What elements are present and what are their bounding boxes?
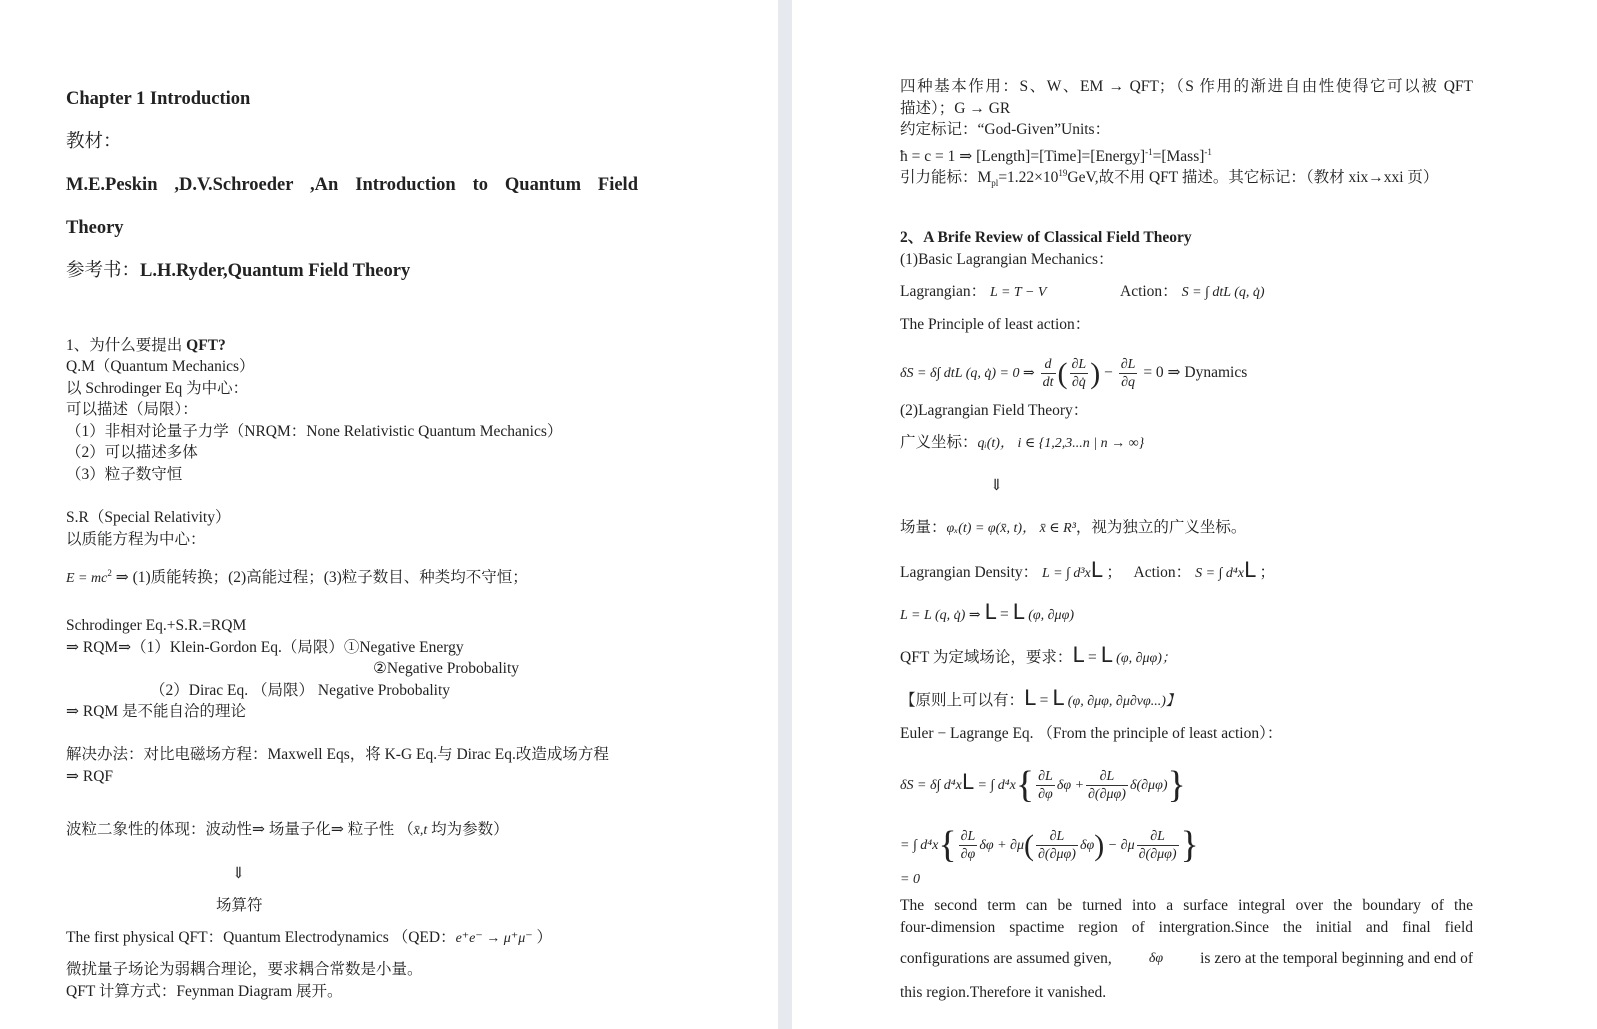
script-l: L: [1090, 558, 1103, 582]
euler-lagrange-derivation-1: δS = δ∫ d⁴xL = ∫ d⁴x{ $\frac{\partial L}{\partial\varphi}$ δφ + $\frac{\partial L}{\partial(\partial\mu\varphi)}$ δ(∂μφ)}: [900, 764, 1186, 807]
solution-line: 解决办法：对比电磁场方程：Maxwell Eqs，将 K-G Eq.与 Dirac Eq.改造成场方程: [66, 746, 609, 763]
dL-ddphi-fraction-3: $\frac{\partial L}{\partial(\partial\mu\varphi)}$: [1138, 829, 1177, 862]
lagrangian-dependence: L = L (q, q̇) ⇒ L = L (φ, ∂μφ): [900, 600, 1074, 624]
qm-item-2: （2）可以描述多体: [66, 444, 198, 461]
euler-lagrange-heading: Euler − Lagrange Eq. （From the principle of least action）：: [900, 725, 1283, 742]
dL-dq-fraction: $\frac{\partial L}{\partial q}$: [1120, 357, 1136, 390]
section-bold: QFT?: [186, 337, 226, 354]
exp-1: -1: [1145, 147, 1153, 157]
lagrangian-density-line: [900, 558, 1276, 584]
lagrangian-line: [900, 282, 1046, 303]
qm-center: 以 Schrodinger Eq 为中心：: [66, 380, 249, 397]
planck-exp: 19: [1058, 168, 1068, 178]
qft-local-text: QFT 为定域场论，要求：: [900, 649, 1073, 666]
textbook-label: 教材：: [66, 132, 122, 152]
qm-line: Q.M（Quantum Mechanics）: [66, 358, 255, 375]
qm-can-describe: 可以描述（局限）：: [66, 401, 198, 418]
el-integral-2: = ∫ d⁴x: [900, 838, 939, 854]
wave-particle-duality: [66, 820, 509, 841]
lag-density-label: Lagrangian Density：: [900, 564, 1039, 581]
action-line: [1120, 282, 1265, 303]
down-arrow: ⇓: [232, 865, 245, 882]
dL-dqdot-fraction: $\frac{\partial L}{\partial q̇}$: [1071, 357, 1087, 390]
textbook-reference-cont: Theory: [66, 218, 124, 238]
klein-gordon-line: ⇒ RQM⇒（1）Klein-Gordon Eq.（局限）①Negative Energy: [66, 639, 464, 656]
surface-term-3b: is zero at the temporal beginning and end of: [1200, 950, 1473, 967]
lag-density-eq: L = ∫ d³x: [1042, 566, 1091, 581]
field-quantity: [900, 518, 1246, 539]
qft-locality: QFT 为定域场论，要求：L = L (φ, ∂μφ)；: [900, 643, 1176, 667]
script-l: L: [1024, 686, 1036, 710]
el-integral: = ∫ d⁴x: [977, 778, 1016, 794]
field-label: 场量：: [900, 519, 947, 536]
d-dt-fraction: $\frac{d}{dt}$: [1042, 357, 1054, 390]
four-interactions-cont: 描述）；G → GR: [900, 100, 1011, 117]
semicolon: ；: [1259, 564, 1276, 581]
exp-2: -1: [1204, 147, 1212, 157]
qft-calc-line: QFT 计算方式：Feynman Diagram 展开。: [66, 983, 343, 1000]
script-l: L: [1243, 558, 1256, 582]
first-qft-line: [66, 928, 552, 949]
dynamics-end: = 0 ⇒ Dynamics: [1143, 364, 1248, 382]
l-dep-eq: L = L (q, q̇) ⇒: [900, 608, 981, 623]
reference-title: L.H.Ryder,Quantum Field Theory: [140, 261, 411, 281]
variation-eq: δS = δ∫ dtL (q, q̇) = 0 ⇒: [900, 366, 1035, 382]
page-gutter: [778, 0, 792, 1029]
section-1-heading: [66, 336, 226, 356]
principle-open: 【原则上可以有：: [900, 692, 1025, 709]
semicolon: ；: [1106, 564, 1122, 581]
section-number: 1、为什么要提出: [66, 337, 187, 354]
field-end: ，视为独立的广义坐标。: [1075, 519, 1247, 536]
negative-probability-kg: ②Negative Probobality: [373, 660, 520, 677]
duality-vars: x̄,t: [413, 823, 428, 838]
planck-note: GeV,故不用 QFT 描述。其它标记：（教材 xix→xxi 页）: [1067, 169, 1439, 186]
down-arrow-right: ⇓: [990, 477, 1003, 494]
duality-end: 均为参数）: [427, 821, 509, 838]
duality-text: 波粒二象性的体现：波动性⇒ 场量子化⇒ 粒子性 （: [66, 821, 414, 838]
sr-line: S.R（Special Relativity）: [66, 509, 231, 526]
emc-exponent: 2: [107, 568, 112, 578]
rqm-conclusion: ⇒ RQM 是不能自洽的理论: [66, 703, 247, 720]
textbook-reference: M.E.Peskin ,D.V.Schroeder ,An Introduction to Quantum Field: [66, 175, 638, 195]
action2-label: Action：: [1133, 564, 1192, 581]
dL-ddphi-fraction: $\frac{\partial L}{\partial(\partial\mu\varphi)}$: [1088, 769, 1126, 802]
generalized-coordinates: [900, 433, 1144, 454]
first-qft-end: ）: [532, 929, 553, 946]
qft-local-args: (φ, ∂μφ)；: [1116, 651, 1176, 666]
field-operator: 场算符: [216, 897, 263, 914]
surface-term-3a: configurations are assumed given,: [900, 950, 1112, 967]
surface-term-line-3: [900, 949, 1473, 969]
script-l: L: [961, 770, 974, 795]
lagrangian-field-theory: (2)Lagrangian Field Theory：: [900, 402, 1089, 419]
principle-args: (φ, ∂μφ, ∂μ∂νφ...)】: [1067, 694, 1180, 709]
planck-label: 引力能标：M: [900, 169, 992, 186]
first-qft-text: The first physical QFT：Quantum Electrodynamics （QED：: [66, 929, 456, 946]
action2-eq: S = ∫ d⁴x: [1195, 566, 1244, 581]
euler-lagrange-mechanics: δS = δ∫ dtL (q, q̇) = 0 ⇒ $\frac{d}{dt}$ ( $\frac{\partial L}{\partial q̇}$ ) − $\frac{\partial L}{\partial q}$ = 0 ⇒ Dynamics: [900, 357, 1248, 391]
dirac-line: （2）Dirac Eq. （局限） Negative Probobality: [150, 682, 451, 699]
document-page-right: [792, 0, 1597, 1029]
planck-sub: pl: [991, 178, 999, 188]
basic-lagrangian-mechanics: (1)Basic Lagrangian Mechanics：: [900, 251, 1114, 268]
reference-label: 参考书：: [66, 261, 141, 281]
planck-value: =1.22×10: [998, 169, 1059, 186]
perturbation-line: 微扰量子场论为弱耦合理论，要求耦合常数是小量。: [66, 961, 423, 978]
reference-book: [66, 259, 410, 283]
section-2-heading: 2、A Brife Review of Classical Field Theory: [900, 229, 1192, 246]
emc-consequences: ⇒ (1)质能转换；(2)高能过程；(3)粒子数目、种类均不守恒；: [111, 569, 528, 586]
script-l: L: [1012, 600, 1025, 624]
natural-units-eq: ħ = c = 1 ⇒ [Length]=[Time]=[Energy]: [900, 148, 1146, 165]
action-label: Action：: [1120, 283, 1178, 300]
l-dep-args: (φ, ∂μφ): [1028, 608, 1074, 623]
surface-term-line-2: four-dimension spactime region of intergration.Since the initial and final field: [900, 919, 1473, 936]
gen-coord-label: 广义坐标：: [900, 434, 978, 451]
qed-process: e⁺e⁻ → μ⁺μ⁻: [455, 931, 533, 946]
delta-phi: δφ: [1148, 951, 1164, 966]
field-eq: φₓ(t) = φ(x̄, t)， x̄ ∈ R³: [946, 521, 1076, 536]
qm-item-3: （3）粒子数守恒: [66, 466, 183, 483]
emc-equation: E = mc: [66, 571, 108, 586]
planck-scale: [900, 163, 1438, 193]
qm-item-1: （1）非相对论量子力学（NRQM：None Relativistic Quantum Mechanics）: [66, 423, 563, 440]
dL-dphi-fraction-2: $\frac{\partial L}{\partial\varphi}$: [960, 829, 976, 862]
surface-term-line-4: this region.Therefore it vanished.: [900, 984, 1107, 1001]
euler-lagrange-derivation-2: = ∫ d⁴x{ $\frac{\partial L}{\partial\varphi}$ δφ + ∂μ( $\frac{\partial L}{\partial(\partial\mu\varphi)}$ δφ) − ∂μ $\frac{\partial L}{\partial(\partial\mu\varphi)}$ }: [900, 824, 1199, 867]
script-l: L: [1072, 643, 1085, 667]
surface-term-line-1: The second term can be turned into a surface integral over the boundary of the: [900, 897, 1473, 914]
units-line: 约定标记：“God-Given”Units：: [900, 121, 1111, 138]
action-eq: S = ∫ dtL (q, q̇): [1181, 285, 1265, 300]
dL-ddphi-fraction-2: $\frac{\partial L}{\partial(\partial\mu\varphi)}$: [1038, 829, 1076, 862]
gen-coord-eq: qᵢ(t)， i ∈ {1,2,3...n | n → ∞}: [977, 436, 1145, 451]
el-variation: δS = δ∫ d⁴x: [900, 778, 962, 794]
rqf-line: ⇒ RQF: [66, 768, 114, 785]
lagrangian-label: Lagrangian：: [900, 283, 987, 300]
euler-lagrange-zero: = 0: [900, 872, 920, 887]
mass-energy-line: [66, 563, 528, 589]
document-page-left: [0, 0, 778, 1029]
principle-note: 【原则上可以有：L = L (φ, ∂μφ, ∂μ∂νφ...)】: [900, 686, 1180, 710]
lagrangian-eq: L = T − V: [989, 285, 1047, 300]
script-l: L: [1100, 643, 1113, 667]
mass-unit: =[Mass]: [1152, 148, 1205, 165]
chapter-title: Chapter 1 Introduction: [66, 89, 251, 109]
four-interactions: 四种基本作用：S、W、EM → QFT；（S 作用的渐进自由性使得它可以被 QFT: [900, 78, 1473, 95]
sr-center: 以质能方程为中心：: [66, 531, 206, 548]
least-action: The Principle of least action：: [900, 316, 1091, 333]
rqm-line: Schrodinger Eq.+S.R.=RQM: [66, 617, 247, 634]
dL-dphi-fraction: $\frac{\partial L}{\partial\varphi}$: [1038, 769, 1053, 802]
script-l: L: [984, 600, 997, 624]
script-l: L: [1052, 686, 1064, 710]
